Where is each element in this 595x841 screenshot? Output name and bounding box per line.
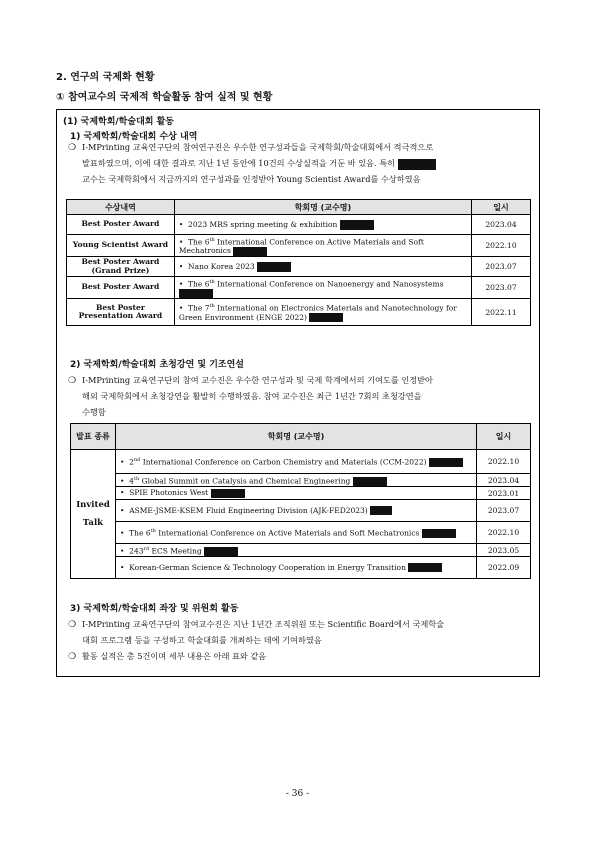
date-cell: 2023.01 xyxy=(477,487,531,500)
award-cell: Best Poster Award (Grand Prize) xyxy=(67,257,175,277)
conf-cell: • 2023 MRS spring meeting & exhibition xyxy=(174,215,471,235)
col-header: 일시 xyxy=(472,200,531,215)
table-row xyxy=(71,500,531,522)
col-header: 수상내역 xyxy=(67,200,175,215)
award-cell: Best Poster Award xyxy=(67,215,175,235)
col-header: 학회명 (교수명) xyxy=(115,424,476,450)
sub2-title: 2) 국제학회/학술대회 초청강연 및 기조연설 xyxy=(70,360,244,370)
date-cell: 2022.10 xyxy=(472,235,531,257)
table-row xyxy=(71,487,531,500)
table-row xyxy=(71,544,531,557)
date-cell: 2022.10 xyxy=(477,522,531,544)
date-cell: 2022.09 xyxy=(477,557,531,579)
date-cell: 2023.04 xyxy=(477,474,531,487)
conf-cell: • 4th Global Summit on Catalysis and Chemical Engineering xyxy=(115,474,476,487)
redaction xyxy=(398,159,436,170)
conf-cell: • The 7th International on Electronics Materials and Nanotechnology for Green Environment (ENGE 2022) xyxy=(174,299,471,326)
col-header: 일시 xyxy=(477,424,531,450)
sub3-paragraph: I-MPrinting 교육연구단의 참여교수진은 지난 1년간 조직위원 또는 Scientific Board에서 국제학술 대회 프로그램 등을 구성하고 학술대회를 개최하는 데에 기여하였음 xyxy=(82,619,445,645)
bullet-icon: ❍ xyxy=(68,376,77,386)
conf-cell: • SPIE Photonics West xyxy=(115,487,476,500)
bullet-icon: ❍ xyxy=(68,652,77,662)
page-number: - 36 - xyxy=(285,789,310,799)
sub1-paragraph: I-MPrinting 교육연구단의 참여연구진은 우수한 연구성과들을 국제학회/학술대회에서 적극적으로 발표하였으며, 이에 대한 결과로 지난 1년 동안에 10건의 수상실적을 거둔 바 있음. 특히 교수는 국제학회에서 지금까지의 연구성과를 인정받아 Young Scientist Award를 수상하였음 xyxy=(82,139,534,187)
conf-cell: • Nano Korea 2023 xyxy=(174,257,471,277)
conf-cell: • 2nd International Conference on Carbon Chemistry and Materials (CCM-2022) xyxy=(115,450,476,474)
sub2-paragraph: I-MPrinting 교육연구단의 참여 교수진은 우수한 연구성과 및 국제 학계에서의 기여도를 인정받아 해외 국제학회에서 초청강연을 활발히 수행하였음. 참여 교수진은 최근 1년간 7회의 초청강연을 수행함 xyxy=(82,375,433,417)
table-row xyxy=(71,450,531,474)
table-row xyxy=(67,277,531,299)
bullet-icon: ❍ xyxy=(68,143,77,153)
table-row xyxy=(71,522,531,544)
table-row xyxy=(71,557,531,579)
table-row xyxy=(67,215,531,235)
conf-cell: • Korean-German Science & Technology Cooperation in Energy Transition xyxy=(115,557,476,579)
table-row xyxy=(67,299,531,326)
table-row xyxy=(67,235,531,257)
date-cell: 2022.11 xyxy=(472,299,531,326)
date-cell: 2023.07 xyxy=(472,277,531,299)
section-heading: 2. 연구의 국제화 현황 xyxy=(56,72,155,83)
conf-cell: • The 6th International Conference on Nanoenergy and Nanosystems xyxy=(174,277,471,299)
award-table xyxy=(66,199,531,326)
section-subheading: ① 참여교수의 국제적 학술활동 참여 실적 및 현황 xyxy=(56,92,273,103)
date-cell: 2023.05 xyxy=(477,544,531,557)
award-cell: Young Scientist Award xyxy=(67,235,175,257)
sub1-title: 1) 국제학회/학술대회 수상 내역 xyxy=(70,132,198,142)
award-cell: Best Poster Award xyxy=(67,277,175,299)
type-cell: Invited Talk xyxy=(71,450,116,579)
conf-cell: • The 6th International Conference on Active Materials and Soft Mechatronics xyxy=(115,522,476,544)
invited-talk-table xyxy=(70,423,531,579)
table-row xyxy=(71,474,531,487)
sub3-paragraph-2: 활동 실적은 총 5건이며 세부 내용은 아래 표와 같음 xyxy=(82,651,267,661)
bullet-icon: ❍ xyxy=(68,620,77,630)
date-cell: 2023.04 xyxy=(472,215,531,235)
date-cell: 2022.10 xyxy=(477,450,531,474)
conf-cell: • 243rd ECS Meeting xyxy=(115,544,476,557)
conf-cell: • The 6th International Conference on Active Materials and Soft Mechatronics xyxy=(174,235,471,257)
col-header: 학회명 (교수명) xyxy=(174,200,471,215)
col-header: 발표 종류 xyxy=(71,424,116,450)
section1-title: (1) 국제학회/학술대회 활동 xyxy=(63,117,174,127)
conf-cell: • ASME-JSME-KSEM Fluid Engineering Division (AJK-FED2023) xyxy=(115,500,476,522)
sub3-title: 3) 국제학회/학술대회 좌장 및 위원회 활동 xyxy=(70,604,239,614)
date-cell: 2023.07 xyxy=(472,257,531,277)
table-row xyxy=(67,257,531,277)
award-cell: Best Poster Presentation Award xyxy=(67,299,175,326)
date-cell: 2023.07 xyxy=(477,500,531,522)
